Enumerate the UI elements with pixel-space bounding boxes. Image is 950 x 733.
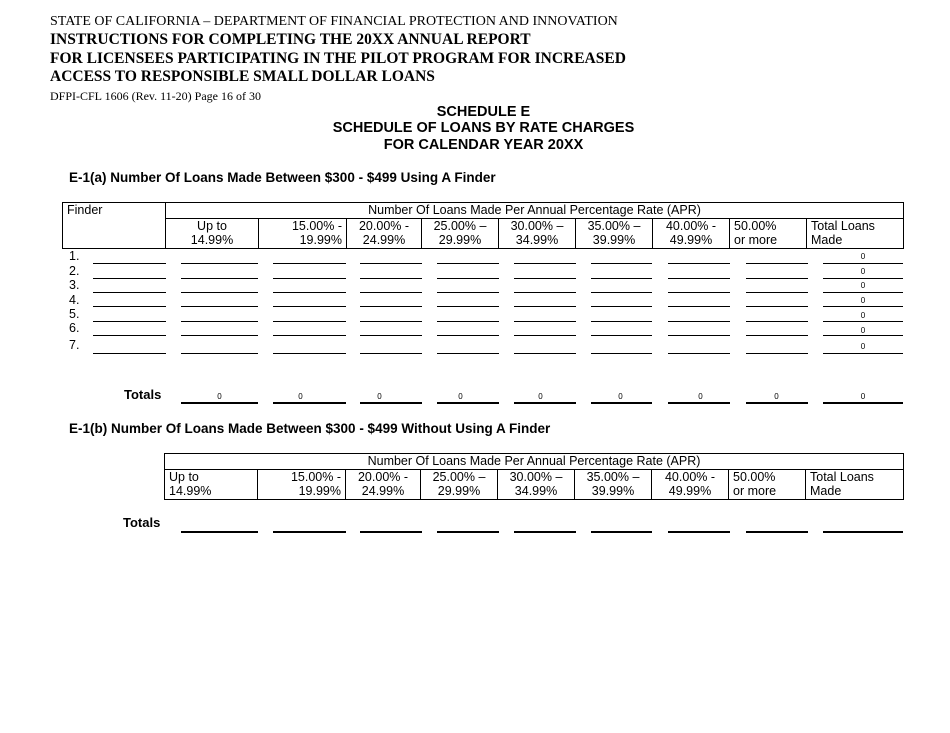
- total-input-line[interactable]: [668, 402, 730, 404]
- blank-input-line[interactable]: [273, 278, 346, 279]
- blank-input-line[interactable]: [360, 292, 422, 293]
- total-input-line[interactable]: [181, 531, 258, 533]
- blank-input-line[interactable]: [514, 321, 576, 322]
- row-total-value: 0: [860, 267, 866, 276]
- blank-input-line[interactable]: [746, 292, 808, 293]
- finder-column-header: Finder: [63, 203, 166, 249]
- blank-input-line[interactable]: [273, 263, 346, 264]
- blank-input-line[interactable]: [823, 353, 903, 354]
- blank-input-line[interactable]: [668, 278, 730, 279]
- blank-input-line[interactable]: [668, 335, 730, 336]
- total-input-line[interactable]: [437, 531, 499, 533]
- col-header-upto-14: Up to 14.99%: [166, 219, 259, 249]
- col-header-30-34: 30.00% – 34.99%: [498, 470, 575, 500]
- blank-input-line[interactable]: [591, 353, 652, 354]
- total-value: 0: [538, 392, 543, 401]
- row-total-value: 0: [860, 311, 866, 320]
- row-total-value: 0: [860, 252, 866, 261]
- blank-input-line[interactable]: [514, 278, 576, 279]
- col-header-20-24: 20.00% - 24.99%: [346, 470, 421, 500]
- blank-input-line[interactable]: [823, 292, 903, 293]
- form-number: DFPI-CFL 1606 (Rev. 11-20) Page 16 of 30: [50, 89, 261, 103]
- total-input-line[interactable]: [746, 402, 808, 404]
- blank-input-line[interactable]: [823, 321, 903, 322]
- blank-input-line[interactable]: [746, 263, 808, 264]
- blank-input-line[interactable]: [273, 335, 346, 336]
- total-value: 0: [298, 392, 303, 401]
- col-header-20-24: 20.00% - 24.99%: [347, 219, 422, 249]
- blank-input-line[interactable]: [360, 306, 422, 307]
- blank-input-line[interactable]: [181, 306, 258, 307]
- row-number: 6.: [69, 321, 80, 335]
- col-header-15-19: 15.00% - 19.99%: [259, 219, 347, 249]
- blank-input-line[interactable]: [591, 278, 652, 279]
- blank-input-line[interactable]: [668, 306, 730, 307]
- total-input-line[interactable]: [591, 531, 652, 533]
- row-total-value: 0: [860, 296, 866, 305]
- blank-input-line[interactable]: [514, 353, 576, 354]
- blank-input-line[interactable]: [746, 278, 808, 279]
- col-header-40-49: 40.00% - 49.99%: [652, 470, 729, 500]
- total-input-line[interactable]: [823, 402, 903, 404]
- row-total-value: 0: [860, 281, 866, 290]
- total-input-line[interactable]: [360, 531, 422, 533]
- blank-input-line[interactable]: [746, 353, 808, 354]
- col-header-upto-14: Up to 14.99%: [165, 470, 258, 500]
- blank-input-line[interactable]: [93, 278, 166, 279]
- blank-input-line[interactable]: [591, 335, 652, 336]
- agency-name: STATE OF CALIFORNIA – DEPARTMENT OF FINANCIAL PROTECTION AND INNOVATION: [50, 14, 618, 29]
- col-header-50-more: 50.00% or more: [730, 219, 807, 249]
- col-header-35-39: 35.00% – 39.99%: [576, 219, 653, 249]
- blank-input-line[interactable]: [823, 278, 903, 279]
- section-a-title: E-1(a) Number Of Loans Made Between $300 - $499 Using A Finder: [69, 170, 496, 185]
- row-number: 3.: [69, 278, 80, 292]
- total-value: 0: [377, 392, 382, 401]
- blank-input-line[interactable]: [181, 321, 258, 322]
- section-b-title: E-1(b) Number Of Loans Made Between $300 - $499 Without Using A Finder: [69, 421, 551, 436]
- col-header-total-loans: Total Loans Made: [807, 219, 904, 249]
- total-value: 0: [774, 392, 779, 401]
- blank-input-line[interactable]: [514, 292, 576, 293]
- blank-input-line[interactable]: [668, 292, 730, 293]
- section-a-header-table: [62, 202, 904, 249]
- total-input-line[interactable]: [668, 531, 730, 533]
- col-header-40-49: 40.00% - 49.99%: [653, 219, 730, 249]
- blank-input-line[interactable]: [514, 263, 576, 264]
- blank-input-line[interactable]: [437, 263, 499, 264]
- apr-span-header: Number Of Loans Made Per Annual Percentage Rate (APR): [165, 454, 904, 470]
- blank-input-line[interactable]: [273, 321, 346, 322]
- blank-input-line[interactable]: [823, 335, 903, 336]
- blank-input-line[interactable]: [591, 292, 652, 293]
- row-number: 5.: [69, 307, 80, 321]
- blank-input-line[interactable]: [591, 321, 652, 322]
- apr-span-header: Number Of Loans Made Per Annual Percentage Rate (APR): [166, 203, 904, 219]
- blank-input-line[interactable]: [93, 321, 166, 322]
- blank-input-line[interactable]: [181, 335, 258, 336]
- blank-input-line[interactable]: [93, 263, 166, 264]
- section-b-totals-label: Totals: [123, 515, 161, 530]
- blank-input-line[interactable]: [437, 321, 499, 322]
- blank-input-line[interactable]: [668, 263, 730, 264]
- blank-input-line[interactable]: [360, 278, 422, 279]
- blank-input-line[interactable]: [746, 321, 808, 322]
- blank-input-line[interactable]: [591, 306, 652, 307]
- blank-input-line[interactable]: [668, 321, 730, 322]
- blank-input-line[interactable]: [181, 278, 258, 279]
- blank-input-line[interactable]: [668, 353, 730, 354]
- blank-input-line[interactable]: [360, 353, 422, 354]
- blank-input-line[interactable]: [273, 292, 346, 293]
- blank-input-line[interactable]: [514, 335, 576, 336]
- blank-input-line[interactable]: [181, 292, 258, 293]
- section-a-totals-label: Totals: [124, 387, 162, 402]
- total-value: 0: [217, 392, 222, 401]
- row-number: 2.: [69, 264, 80, 278]
- blank-input-line[interactable]: [273, 353, 346, 354]
- total-input-line[interactable]: [746, 531, 808, 533]
- row-total-value: 0: [860, 342, 866, 351]
- row-number: 1.: [69, 249, 80, 263]
- schedule-subtitle: SCHEDULE OF LOANS BY RATE CHARGES: [332, 120, 635, 136]
- blank-input-line[interactable]: [360, 335, 422, 336]
- row-number: 7.: [69, 338, 80, 352]
- document-title-line-3: ACCESS TO RESPONSIBLE SMALL DOLLAR LOANS: [50, 68, 435, 85]
- blank-input-line[interactable]: [746, 335, 808, 336]
- blank-input-line[interactable]: [823, 306, 903, 307]
- blank-input-line[interactable]: [437, 278, 499, 279]
- col-header-15-19: 15.00% - 19.99%: [258, 470, 346, 500]
- blank-input-line[interactable]: [746, 306, 808, 307]
- total-input-line[interactable]: [591, 402, 652, 404]
- total-input-line[interactable]: [437, 402, 499, 404]
- total-input-line[interactable]: [181, 402, 258, 404]
- total-value: 0: [618, 392, 623, 401]
- col-header-25-29: 25.00% – 29.99%: [422, 219, 499, 249]
- section-b-header-table: [164, 453, 904, 500]
- col-header-25-29: 25.00% – 29.99%: [421, 470, 498, 500]
- blank-input-line[interactable]: [437, 306, 499, 307]
- blank-input-line[interactable]: [181, 353, 258, 354]
- col-header-50-more: 50.00% or more: [729, 470, 806, 500]
- blank-input-line[interactable]: [437, 335, 499, 336]
- blank-input-line[interactable]: [514, 306, 576, 307]
- total-input-line[interactable]: [514, 531, 576, 533]
- total-input-line[interactable]: [514, 402, 576, 404]
- blank-input-line[interactable]: [93, 353, 166, 354]
- col-header-30-34: 30.00% – 34.99%: [499, 219, 576, 249]
- total-value: 0: [458, 392, 463, 401]
- blank-input-line[interactable]: [591, 263, 652, 264]
- blank-input-line[interactable]: [93, 335, 166, 336]
- schedule-period: FOR CALENDAR YEAR 20XX: [383, 137, 584, 153]
- total-input-line[interactable]: [273, 402, 346, 404]
- blank-input-line[interactable]: [93, 306, 166, 307]
- blank-input-line[interactable]: [437, 292, 499, 293]
- blank-input-line[interactable]: [360, 263, 422, 264]
- blank-input-line[interactable]: [273, 306, 346, 307]
- document-title-line-2: FOR LICENSEES PARTICIPATING IN THE PILOT PROGRAM FOR INCREASED: [50, 50, 626, 67]
- total-value: 0: [698, 392, 703, 401]
- total-value: 0: [860, 392, 866, 401]
- row-number: 4.: [69, 293, 80, 307]
- total-input-line[interactable]: [360, 402, 422, 404]
- total-input-line[interactable]: [823, 531, 903, 533]
- blank-input-line[interactable]: [360, 321, 422, 322]
- col-header-35-39: 35.00% – 39.99%: [575, 470, 652, 500]
- col-header-total-loans: Total Loans Made: [806, 470, 904, 500]
- schedule-title: SCHEDULE E: [436, 104, 531, 120]
- blank-input-line[interactable]: [437, 353, 499, 354]
- document-title-line-1: INSTRUCTIONS FOR COMPLETING THE 20XX ANNUAL REPORT: [50, 31, 531, 48]
- row-total-value: 0: [860, 326, 866, 335]
- total-input-line[interactable]: [273, 531, 346, 533]
- blank-input-line[interactable]: [93, 292, 166, 293]
- blank-input-line[interactable]: [823, 263, 903, 264]
- blank-input-line[interactable]: [181, 263, 258, 264]
